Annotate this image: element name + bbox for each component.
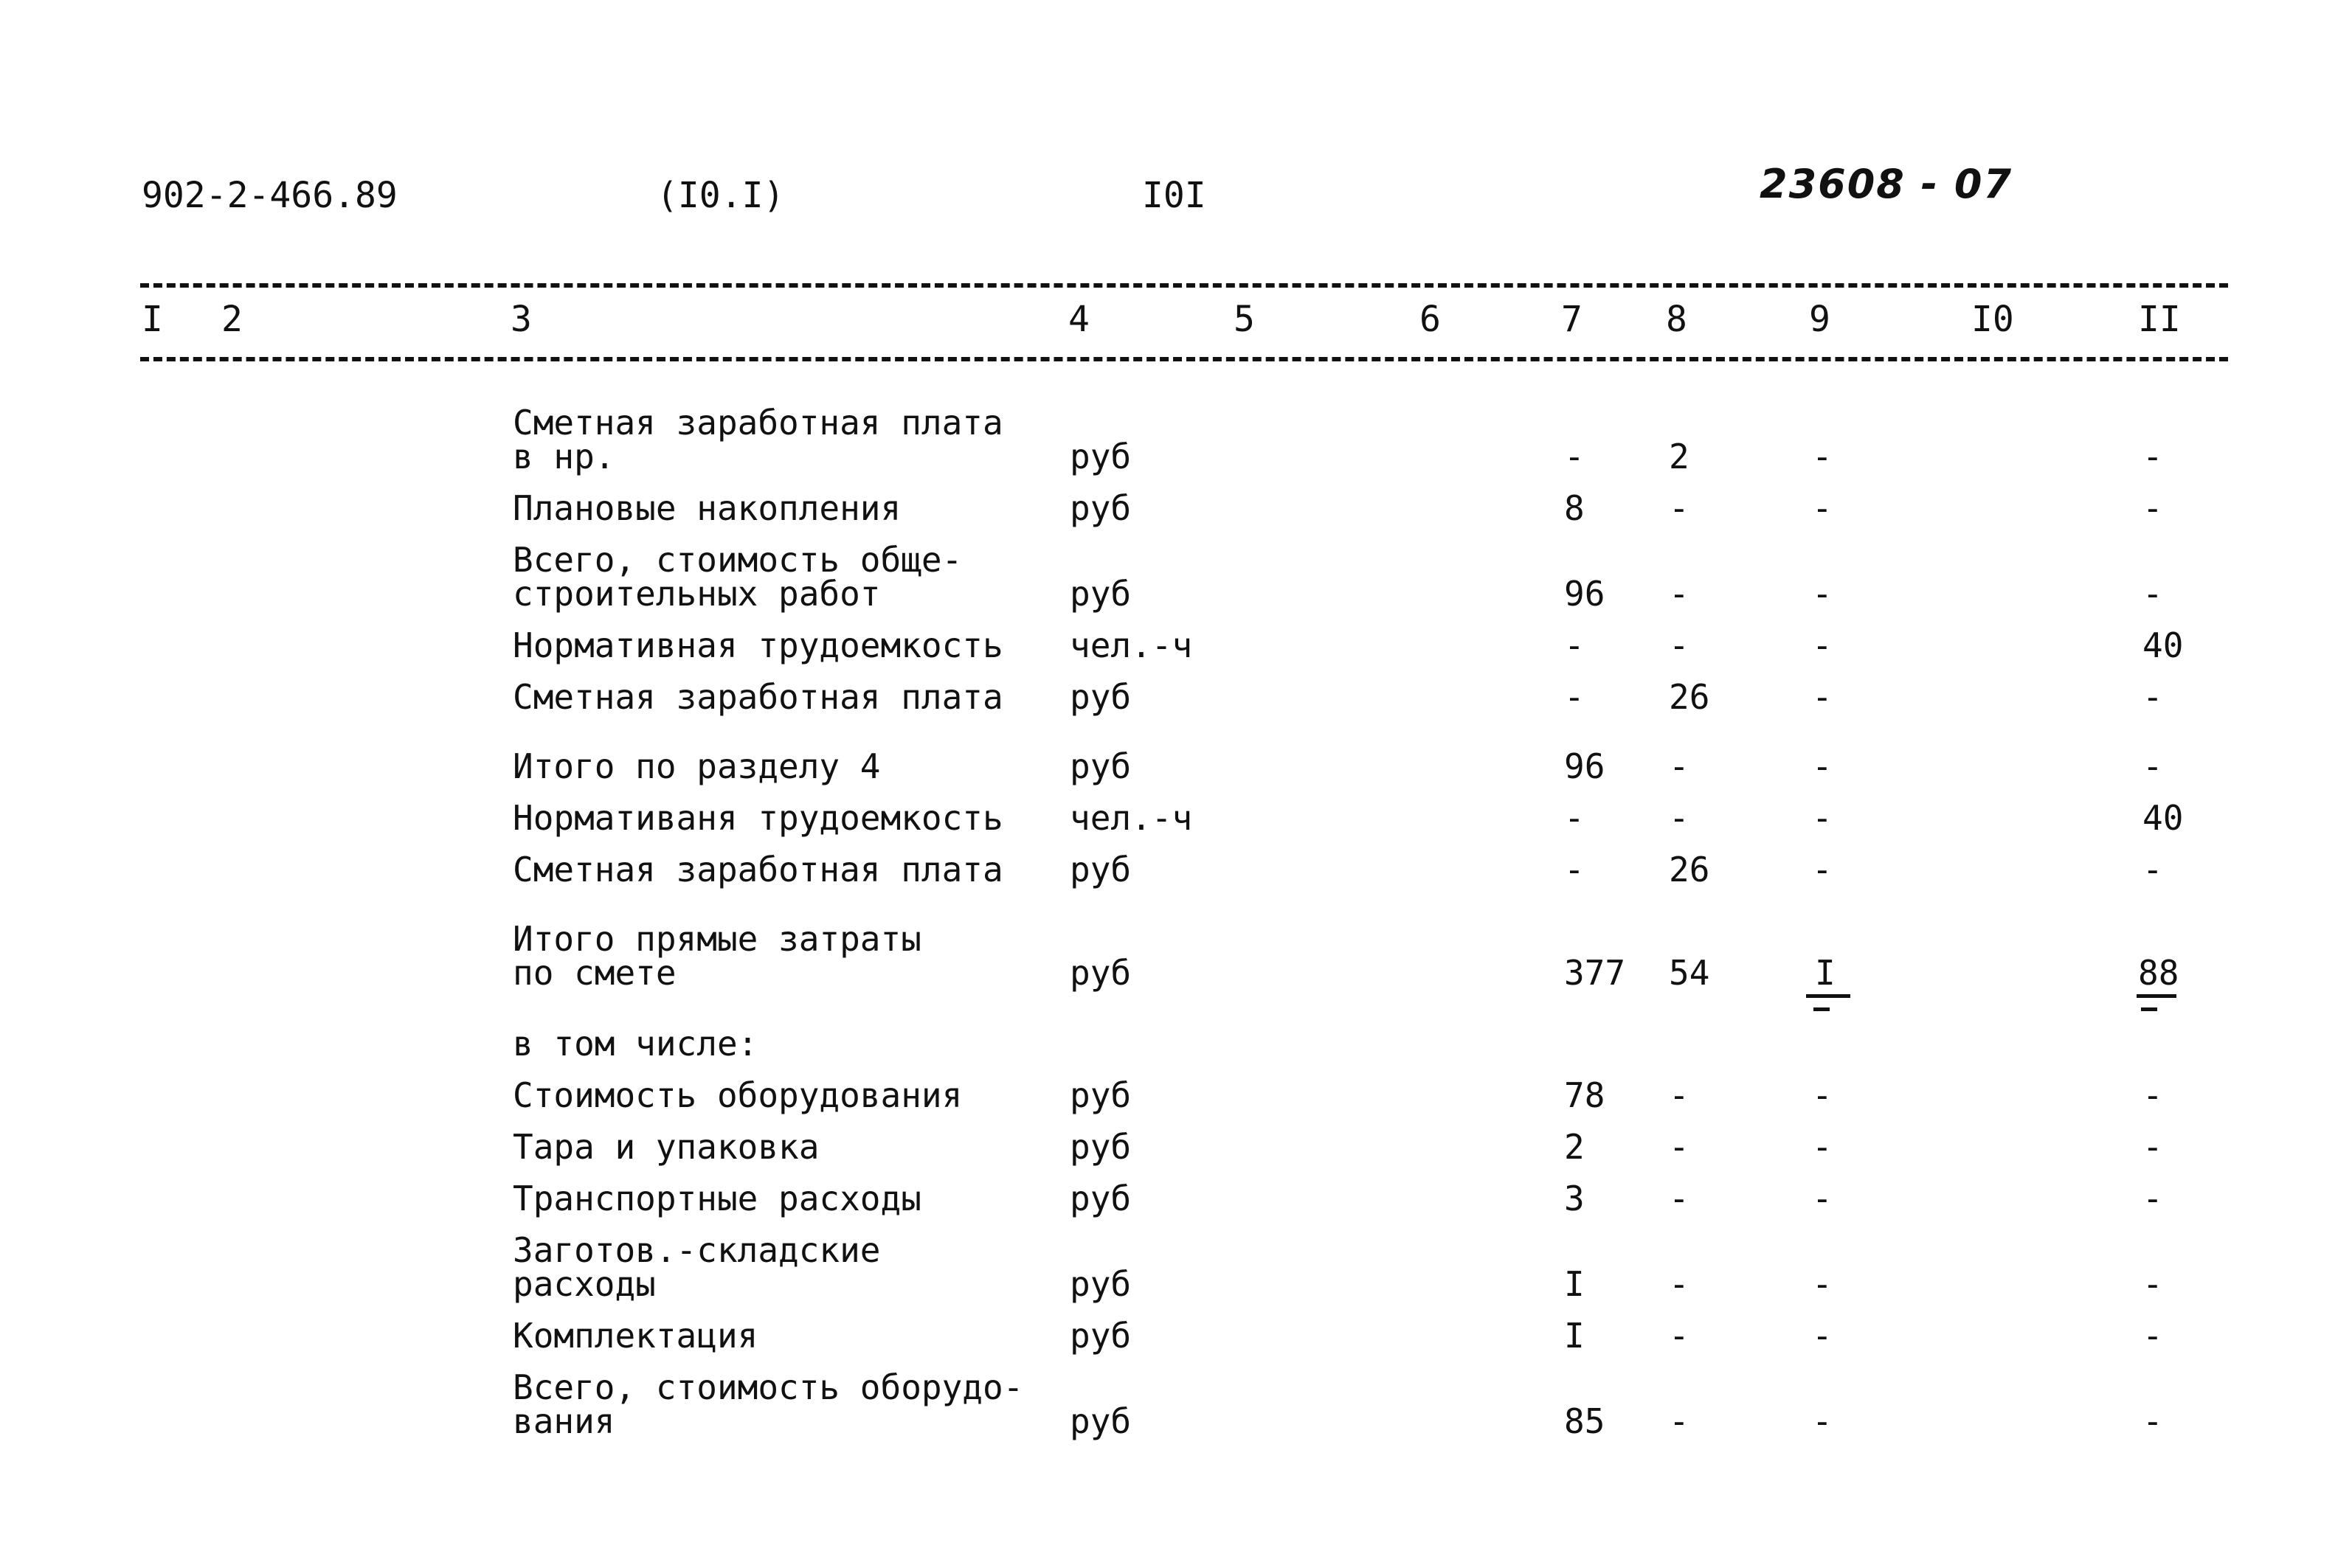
row-col9: - xyxy=(1812,746,1833,786)
row-unit: руб xyxy=(1070,574,1132,614)
row-name: Сметная заработная плата xyxy=(513,677,1003,717)
row-name: Тара и упаковка xyxy=(513,1127,820,1167)
row-col8: - xyxy=(1669,574,1689,614)
row-col8: - xyxy=(1669,1401,1689,1441)
row-col7: 8 xyxy=(1564,488,1585,528)
row-col8: - xyxy=(1669,1316,1689,1356)
row-unit: руб xyxy=(1070,1316,1132,1356)
row-name: Сметная заработная плата xyxy=(513,850,1003,889)
row-col8: - xyxy=(1669,1127,1689,1167)
row-col11: - xyxy=(2142,677,2163,717)
col11-underline xyxy=(2137,994,2176,998)
row-col7: - xyxy=(1564,798,1585,838)
row-name: Итого прямые затраты xyxy=(513,919,921,959)
row-col9: - xyxy=(1812,1075,1833,1115)
row-col7: - xyxy=(1564,677,1585,717)
row-name: Плановые накопления xyxy=(513,488,902,528)
column-number-4: 4 xyxy=(1068,299,1090,340)
row-col9: I xyxy=(1815,953,1836,993)
column-number-2: 2 xyxy=(221,299,243,340)
row-unit: руб xyxy=(1070,1264,1132,1304)
row-name: в том числе: xyxy=(513,1024,758,1064)
row-col8: 54 xyxy=(1669,953,1710,993)
row-unit: руб xyxy=(1070,1075,1132,1115)
row-unit: руб xyxy=(1070,1401,1132,1441)
row-col8: - xyxy=(1669,1264,1689,1304)
inventory-number: 23608 - 07 xyxy=(1760,161,2013,207)
row-name: Сметная заработная плата xyxy=(513,403,1003,443)
row-col8: - xyxy=(1669,746,1689,786)
column-number-1: I xyxy=(142,299,163,340)
row-col9: - xyxy=(1812,677,1833,717)
row-col11: - xyxy=(2142,1075,2163,1115)
row-name: Заготов.-складские xyxy=(513,1230,881,1270)
column-number-6: 6 xyxy=(1419,299,1441,340)
col9-underline xyxy=(1806,994,1850,998)
column-number-10: I0 xyxy=(1971,299,2014,340)
row-col7: 85 xyxy=(1564,1401,1605,1441)
row-col11: - xyxy=(2142,1316,2163,1356)
row-unit: руб xyxy=(1070,953,1132,993)
row-col7: 3 xyxy=(1564,1179,1585,1218)
row-col11: - xyxy=(2142,437,2163,476)
row-col11: 40 xyxy=(2142,798,2184,838)
row-unit: чел.-ч xyxy=(1070,798,1193,838)
row-col7: 96 xyxy=(1564,746,1605,786)
column-number-7: 7 xyxy=(1561,299,1583,340)
row-col9: - xyxy=(1812,1264,1833,1304)
row-col11: - xyxy=(2142,746,2163,786)
row-unit: руб xyxy=(1070,850,1132,889)
row-name: Стоимость оборудования xyxy=(513,1075,963,1115)
row-name: Транспортные расходы xyxy=(513,1179,921,1218)
column-number-11: II xyxy=(2138,299,2181,340)
row-col7: - xyxy=(1564,850,1585,889)
row-unit: руб xyxy=(1070,1127,1132,1167)
row-col7: - xyxy=(1564,437,1585,476)
row-col11: 88 xyxy=(2138,953,2179,993)
column-number-3: 3 xyxy=(511,299,532,340)
row-col7: 78 xyxy=(1564,1075,1605,1115)
row-col7: I xyxy=(1564,1316,1585,1356)
row-col9: - xyxy=(1812,798,1833,838)
row-col7: I xyxy=(1564,1264,1585,1304)
column-number-5: 5 xyxy=(1234,299,1255,340)
row-name: расходы xyxy=(513,1264,656,1304)
row-col11: - xyxy=(2142,574,2163,614)
row-col9: - xyxy=(1812,574,1833,614)
document-code: 902-2-466.89 xyxy=(142,175,398,216)
row-col9: - xyxy=(1812,488,1833,528)
row-col7: 2 xyxy=(1564,1127,1585,1167)
row-col9: - xyxy=(1812,625,1833,665)
row-col11: - xyxy=(2142,1179,2163,1218)
row-col8: - xyxy=(1669,1179,1689,1218)
row-col9: - xyxy=(1812,1401,1833,1441)
row-unit: руб xyxy=(1070,437,1132,476)
row-col11: - xyxy=(2142,488,2163,528)
row-unit: руб xyxy=(1070,488,1132,528)
row-name: в нр. xyxy=(513,437,615,476)
row-col9: - xyxy=(1812,1179,1833,1218)
row-col8: - xyxy=(1669,798,1689,838)
row-col7: - xyxy=(1564,625,1585,665)
column-number-8: 8 xyxy=(1666,299,1687,340)
row-col8: - xyxy=(1669,625,1689,665)
header-bottom-rule xyxy=(140,357,2228,361)
row-col8: 26 xyxy=(1669,677,1710,717)
page-number: I0I xyxy=(1142,175,1206,216)
row-col11: - xyxy=(2142,850,2163,889)
row-name: строительных работ xyxy=(513,574,881,614)
row-unit: руб xyxy=(1070,746,1132,786)
row-col9: - xyxy=(1812,850,1833,889)
row-name: Нормативная трудоемкость xyxy=(513,625,1003,665)
row-unit: руб xyxy=(1070,677,1132,717)
row-name: вания xyxy=(513,1401,615,1441)
row-col8: - xyxy=(1669,1075,1689,1115)
row-name: Всего, стоимость обще- xyxy=(513,540,963,580)
row-col11: - xyxy=(2142,1401,2163,1441)
row-col9: - xyxy=(1812,437,1833,476)
row-col8: 26 xyxy=(1669,850,1710,889)
row-col9: - xyxy=(1812,1316,1833,1356)
row-col11: 40 xyxy=(2142,625,2184,665)
row-unit: руб xyxy=(1070,1179,1132,1218)
row-name: по смете xyxy=(513,953,677,993)
row-unit: чел.-ч xyxy=(1070,625,1193,665)
row-col7: 96 xyxy=(1564,574,1605,614)
col11-underline-mark xyxy=(2141,1007,2157,1011)
row-col11: - xyxy=(2142,1264,2163,1304)
header-top-rule xyxy=(140,283,2228,288)
row-col8: 2 xyxy=(1669,437,1689,476)
row-name: Нормативаня трудоемкость xyxy=(513,798,1003,838)
section-number: (I0.I) xyxy=(657,175,785,216)
column-number-9: 9 xyxy=(1809,299,1830,340)
row-col11: - xyxy=(2142,1127,2163,1167)
row-col9: - xyxy=(1812,1127,1833,1167)
row-col7: 377 xyxy=(1564,953,1626,993)
col9-underline-mark xyxy=(1813,1007,1830,1011)
row-name: Комплектация xyxy=(513,1316,758,1356)
row-col8: - xyxy=(1669,488,1689,528)
row-name: Итого по разделу 4 xyxy=(513,746,881,786)
row-name: Всего, стоимость оборудо- xyxy=(513,1367,1024,1407)
